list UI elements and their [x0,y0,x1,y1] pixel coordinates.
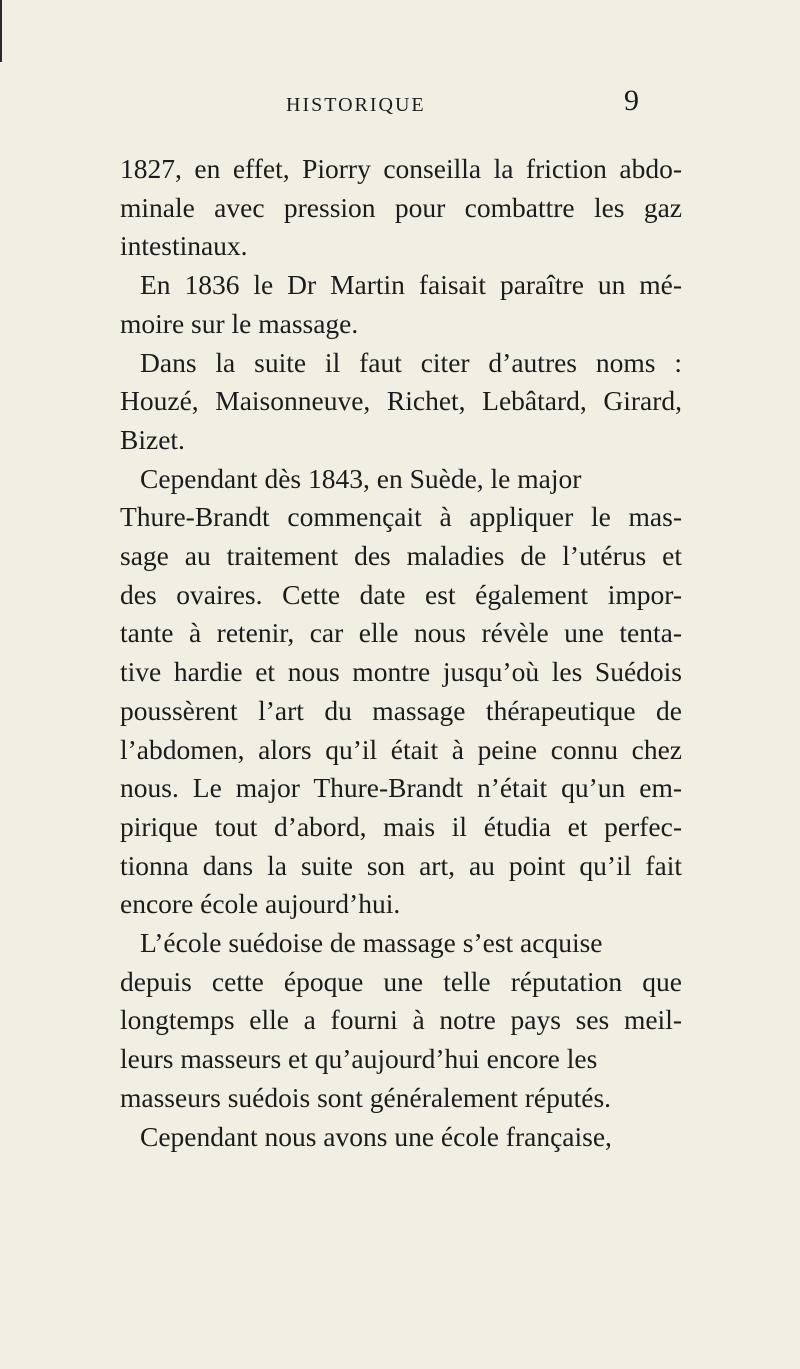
text-line: Thure-Brandt commençait à appliquer le mas- [120,501,682,533]
text-line: 1827, en effet, Piorry conseilla la friction abdo- [120,153,682,184]
text-line: minale avec pression pour combattre les gaz [120,191,682,223]
text-line: longtemps elle a fourni à notre pays ses meil- [120,1004,682,1036]
text-line: sage au traitement des maladies de l’utérus et [120,540,682,571]
text-line: poussèrent l’art du massage thérapeutique de [120,694,682,726]
text-line: moire sur le massage. [120,307,359,339]
page-header [0,82,800,122]
text-line: leurs masseurs et qu’aujourd’hui encore les [120,1043,598,1075]
text-line: encore école aujourd’hui. [120,888,401,920]
text-line: nous. Le major Thure-Brandt n’était qu’un em- [120,772,682,804]
page-edge-line [0,0,2,62]
text-line: des ovaires. Cette date est également impor- [120,578,682,610]
text-line: l’abdomen, alors qu’il était à peine connu chez [120,733,682,765]
text-line: L’école suédoise de massage s’est acquise [140,927,603,958]
text-line: Houzé, Maisonneuve, Richet, Lebâtard, Girard, [120,385,682,417]
text-line: pirique tout d’abord, mais il étudia et perfec- [120,810,682,842]
text-line: En 1836 le Dr Martin faisait paraître un mé- [140,269,682,301]
text-line: tante à retenir, car elle nous révèle une tenta- [120,617,682,649]
page-number: 9 [624,84,639,117]
text-line: Cependant dès 1843, en Suède, le major [140,462,582,494]
text-line: intestinaux. [120,230,248,262]
text-line: tionna dans la suite son art, au point qu’il fait [120,849,682,881]
text-line: Dans la suite il faut citer d’autres noms : [140,346,682,378]
running-title: HISTORIQUE [286,94,426,116]
text-line: depuis cette époque une telle réputation que [120,965,682,997]
text-line: Cependant nous avons une école française, [140,1120,612,1152]
text-line: masseurs suédois sont généralement réputés. [120,1081,612,1113]
text-line: tive hardie et nous montre jusqu’où les Suédois [120,656,682,688]
text-line: Bizet. [120,423,185,455]
